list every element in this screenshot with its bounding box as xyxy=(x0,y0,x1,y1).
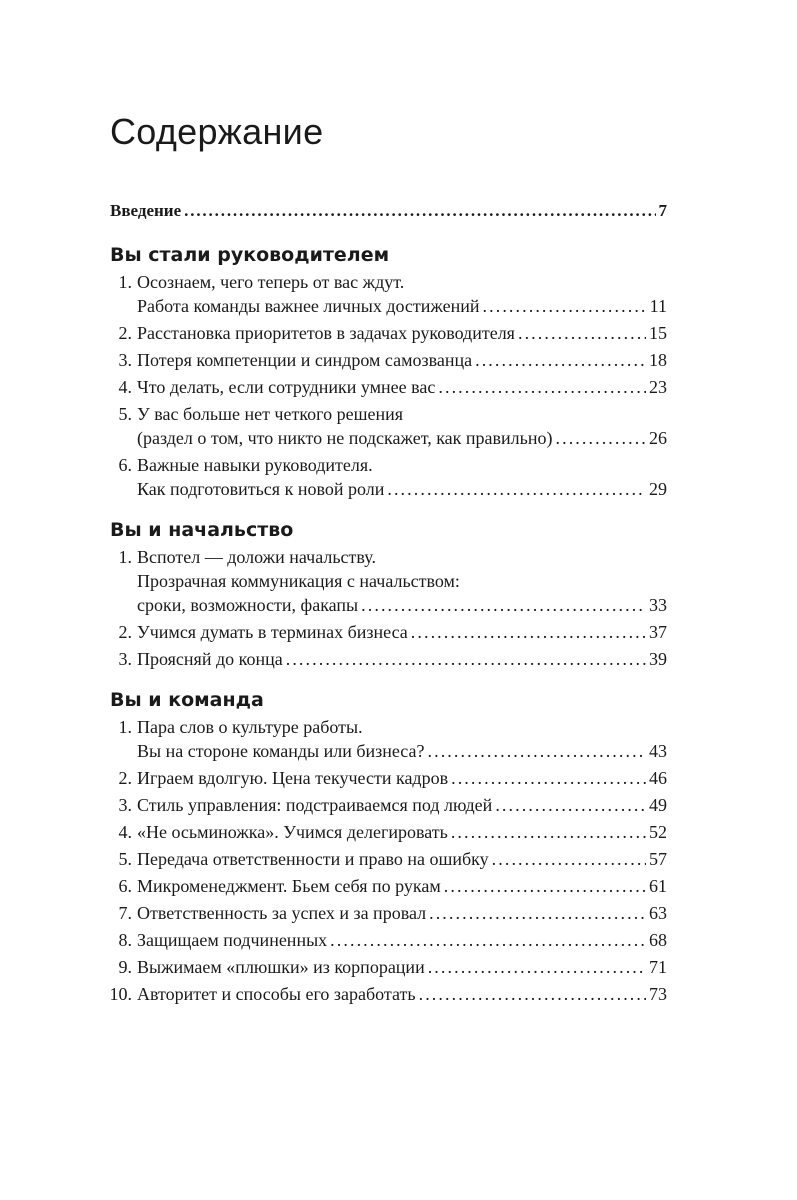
entry-title-line: «Не осьминожка». Учимся делегировать xyxy=(137,822,448,842)
toc-entry-intro[interactable] xyxy=(110,199,667,223)
page-number: 63 xyxy=(649,903,667,923)
entry-title-line: Пара слов о культуре работы. xyxy=(137,717,363,737)
entry-row xyxy=(137,739,667,763)
page-number: 52 xyxy=(649,822,667,842)
dot-leader xyxy=(438,375,646,399)
entry-row xyxy=(137,647,667,671)
entry-row xyxy=(137,928,667,952)
page-number: 68 xyxy=(649,930,667,950)
page-number: 73 xyxy=(649,984,667,1004)
page-title: Содержание xyxy=(110,111,324,152)
entry-title-line: Выжимаем «плюшки» из корпорации xyxy=(137,957,425,977)
entry-number: 1. xyxy=(118,547,132,567)
page-number: 37 xyxy=(649,622,667,642)
entry-title-line: Расстановка приоритетов в задачах руководителя xyxy=(137,323,515,343)
toc-entry[interactable] xyxy=(110,348,667,372)
toc-entry[interactable] xyxy=(110,375,667,399)
toc-entry[interactable] xyxy=(110,321,667,345)
entry-title-line: Осознаем, чего теперь от вас ждут. xyxy=(137,272,405,292)
entry-number: 5. xyxy=(118,849,132,869)
section-title: Вы и команда xyxy=(110,689,264,711)
page-number: 61 xyxy=(649,876,667,896)
entry-row xyxy=(137,847,667,871)
dot-leader xyxy=(475,348,646,372)
entry-number: 1. xyxy=(118,717,132,737)
entry-row xyxy=(137,874,667,898)
entry-title-line: Авторитет и способы его заработать xyxy=(137,984,416,1004)
entry-row xyxy=(137,955,667,979)
entry-number: 3. xyxy=(118,795,132,815)
page-number: 43 xyxy=(649,741,667,761)
toc-entry[interactable] xyxy=(110,453,667,501)
dot-leader xyxy=(184,199,655,223)
toc-section xyxy=(110,241,667,501)
dot-leader xyxy=(330,928,646,952)
entry-title-line: Проясняй до конца xyxy=(137,649,283,669)
entry-row xyxy=(137,348,667,372)
entry-title-line: сроки, возможности, факапы xyxy=(137,595,359,615)
page-number: 18 xyxy=(649,350,667,370)
entry-title-line: Как подготовиться к новой роли xyxy=(137,479,385,499)
entry-title-line: У вас больше нет четкого решения xyxy=(137,404,403,424)
entry-title-line: Важные навыки руководителя. xyxy=(137,455,373,475)
entry-title-line: Микроменеджмент. Бьем себя по рукам xyxy=(137,876,441,896)
dot-leader xyxy=(387,477,646,501)
entry-number: 8. xyxy=(118,930,132,950)
page-number: 29 xyxy=(649,479,667,499)
entry-number: 7. xyxy=(118,903,132,923)
toc-entry[interactable] xyxy=(110,847,667,871)
toc-entry[interactable] xyxy=(110,874,667,898)
page-number: 23 xyxy=(649,377,667,397)
entry-number: 3. xyxy=(118,350,132,370)
entry-number: 4. xyxy=(118,377,132,397)
entry-title-line: Играем вдолгую. Цена текучести кадров xyxy=(137,768,449,788)
entry-title-line: Передача ответственности и право на ошибку xyxy=(137,849,489,869)
entry-title-line: Учимся думать в терминах бизнеса xyxy=(137,622,408,642)
entry-list xyxy=(110,270,667,501)
section-title: Вы и начальство xyxy=(110,519,294,541)
page-number: 57 xyxy=(649,849,667,869)
entry-number: 4. xyxy=(118,822,132,842)
entry-number: 2. xyxy=(118,768,132,788)
table-of-contents xyxy=(110,110,667,1006)
toc-entry[interactable] xyxy=(110,647,667,671)
entry-row xyxy=(137,620,667,644)
entry-title-line: Вспотел — доложи начальству. xyxy=(137,547,376,567)
toc-entry[interactable] xyxy=(110,928,667,952)
dot-leader xyxy=(428,955,646,979)
entry-title-line: Прозрачная коммуникация с начальством: xyxy=(137,571,460,591)
toc-entry[interactable] xyxy=(110,270,667,318)
toc-entry[interactable] xyxy=(110,620,667,644)
entry-list xyxy=(110,715,667,1006)
entry-number: 6. xyxy=(118,455,132,475)
entry-title: Введение xyxy=(110,201,182,220)
entry-title-line: (раздел о том, что никто не подскажет, как правильно) xyxy=(137,428,553,448)
dot-leader xyxy=(518,321,646,345)
page-number: 11 xyxy=(649,296,667,316)
page-number: 46 xyxy=(649,768,667,788)
page-number: 39 xyxy=(649,649,667,669)
dot-leader xyxy=(483,294,647,318)
entry-row xyxy=(137,820,667,844)
entry-title-line: Работа команды важнее личных достижений xyxy=(137,296,480,316)
toc-entry[interactable] xyxy=(110,955,667,979)
entry-row xyxy=(137,901,667,925)
entry-number: 1. xyxy=(118,272,132,292)
toc-entry[interactable] xyxy=(110,402,667,450)
entry-row xyxy=(137,375,667,399)
dot-leader xyxy=(411,620,646,644)
entry-row xyxy=(137,793,667,817)
section-title: Вы стали руководителем xyxy=(110,244,390,266)
dot-leader xyxy=(556,426,647,450)
dot-leader xyxy=(451,766,646,790)
toc-entry[interactable] xyxy=(110,820,667,844)
entry-row xyxy=(137,766,667,790)
entry-title-line: Что делать, если сотрудники умнее вас xyxy=(137,377,436,397)
page-number: 71 xyxy=(649,957,667,977)
dot-leader xyxy=(444,874,646,898)
dot-leader xyxy=(492,847,646,871)
dot-leader xyxy=(428,739,647,763)
dot-leader xyxy=(419,982,646,1006)
page-number: 26 xyxy=(649,428,667,448)
entry-row xyxy=(137,477,667,501)
entry-row xyxy=(137,593,667,617)
page-number: 33 xyxy=(649,595,667,615)
entry-number: 3. xyxy=(118,649,132,669)
page-number: 15 xyxy=(649,323,667,343)
entry-number: 2. xyxy=(118,622,132,642)
entry-row xyxy=(137,321,667,345)
entry-title-line: Ответственность за успех и за провал xyxy=(137,903,427,923)
page-number: 7 xyxy=(658,201,667,220)
entry-number: 9. xyxy=(118,957,132,977)
entry-row xyxy=(137,426,667,450)
entry-row xyxy=(137,982,667,1006)
entry-title-line: Защищаем подчиненных xyxy=(137,930,328,950)
entry-title-line: Стиль управления: подстраиваемся под людей xyxy=(137,795,493,815)
page-number: 49 xyxy=(649,795,667,815)
entry-number: 5. xyxy=(118,404,132,424)
toc-entry[interactable] xyxy=(110,715,667,763)
toc-section xyxy=(110,516,667,671)
toc-entry[interactable] xyxy=(110,982,667,1006)
dot-leader xyxy=(361,593,646,617)
dot-leader xyxy=(429,901,646,925)
entry-row xyxy=(137,294,667,318)
dot-leader xyxy=(451,820,646,844)
dot-leader xyxy=(286,647,646,671)
toc-entry[interactable] xyxy=(110,901,667,925)
entry-title-line: Вы на стороне команды или бизнеса? xyxy=(137,741,425,761)
entry-number: 10. xyxy=(109,984,132,1004)
toc-entry[interactable] xyxy=(110,545,667,617)
toc-section xyxy=(110,686,667,1006)
dot-leader xyxy=(495,793,646,817)
entry-list xyxy=(110,545,667,671)
toc-entry[interactable] xyxy=(110,766,667,790)
toc-entry[interactable] xyxy=(110,793,667,817)
entry-title-line: Потеря компетенции и синдром самозванца xyxy=(137,350,473,370)
entry-number: 2. xyxy=(118,323,132,343)
entry-number: 6. xyxy=(118,876,132,896)
